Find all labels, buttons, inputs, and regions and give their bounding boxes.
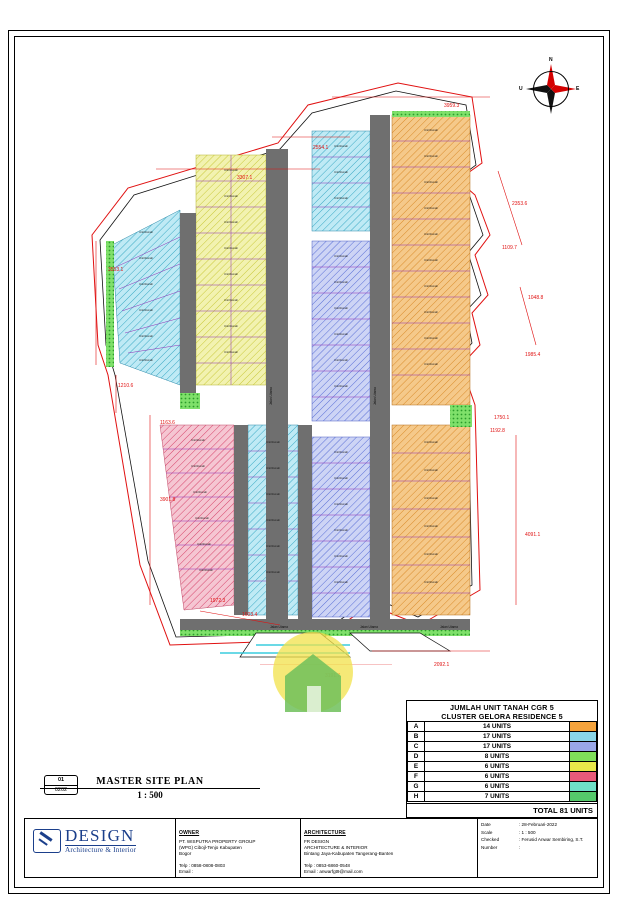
legend-row-key: G (408, 782, 425, 792)
dimension-label: 1210.6 (118, 383, 134, 389)
svg-text:Unit Rumah: Unit Rumah (424, 285, 438, 288)
dimension-label: 2353.6 (512, 201, 528, 207)
legend-row (408, 732, 597, 742)
svg-text:Unit Rumah: Unit Rumah (266, 441, 280, 444)
legend-row-swatch (570, 722, 597, 732)
svg-text:Unit Rumah: Unit Rumah (424, 497, 438, 500)
svg-text:Unit Rumah: Unit Rumah (424, 155, 438, 158)
meta-label: Checked (481, 837, 500, 842)
meta-label: Number (481, 844, 498, 850)
svg-text:Unit Rumah: Unit Rumah (139, 231, 153, 234)
svg-text:Unit Rumah: Unit Rumah (424, 469, 438, 472)
legend-row-key: B (408, 732, 425, 742)
svg-text:Unit Rumah: Unit Rumah (224, 299, 238, 302)
svg-text:Unit Rumah: Unit Rumah (139, 335, 153, 338)
meta-row (481, 836, 594, 844)
svg-text:Unit Rumah: Unit Rumah (424, 363, 438, 366)
legend-row-value: 8 UNITS (425, 752, 570, 762)
meta-value: : (519, 844, 521, 850)
meta-value: : 28-Februari-2022 (519, 822, 558, 827)
legend-row-value: 6 UNITS (425, 762, 570, 772)
svg-text:Unit Rumah: Unit Rumah (199, 569, 213, 572)
svg-text:Unit Rumah: Unit Rumah (139, 359, 153, 362)
legend-row-value: 6 UNITS (425, 772, 570, 782)
meta-details (481, 821, 594, 851)
svg-text:Unit Rumah: Unit Rumah (224, 195, 238, 198)
legend-row-key: C (408, 742, 425, 752)
compass-label-north: N (549, 57, 553, 63)
svg-text:Unit Rumah: Unit Rumah (266, 571, 280, 574)
dimension-label: 1109.7 (502, 245, 517, 251)
site-plan-vector (20, 45, 580, 665)
svg-text:Unit Rumah: Unit Rumah (424, 581, 438, 584)
svg-text:Unit Rumah: Unit Rumah (224, 325, 238, 328)
svg-text:Unit Rumah: Unit Rumah (334, 359, 348, 362)
owner-line: Email : (179, 869, 194, 874)
svg-text:Unit Rumah: Unit Rumah (334, 145, 348, 148)
dimension-label: 3553.1 (108, 267, 124, 273)
svg-text:Unit Rumah: Unit Rumah (334, 477, 348, 480)
svg-text:Unit Rumah: Unit Rumah (334, 255, 348, 258)
legend-row-swatch (570, 772, 597, 782)
owner-line: PT. WISPUTRA PROPERTY GROUP (179, 839, 256, 844)
svg-text:Unit Rumah: Unit Rumah (424, 525, 438, 528)
svg-text:Unit Rumah: Unit Rumah (191, 465, 205, 468)
svg-text:Unit Rumah: Unit Rumah (334, 503, 348, 506)
legend-title-line1: JUMLAH UNIT TANAH CGR 5 (450, 703, 554, 712)
svg-text:Jalan Utama: Jalan Utama (440, 625, 458, 629)
svg-text:Unit Rumah: Unit Rumah (424, 181, 438, 184)
dimension-label: 4091.1 (525, 532, 541, 538)
detail-sheet: 0202 (54, 787, 68, 793)
legend-row-swatch (570, 732, 597, 742)
svg-text:Jalan Utama: Jalan Utama (270, 625, 288, 629)
dimension-label: 2092.1 (434, 662, 450, 668)
svg-text:Unit Rumah: Unit Rumah (224, 169, 238, 172)
legend-row-swatch (570, 742, 597, 752)
svg-text:Unit Rumah: Unit Rumah (424, 553, 438, 556)
architecture-line: Email : anwarfgt9@mail.com (304, 869, 363, 874)
dimension-label: 1603.4 (242, 612, 258, 618)
svg-text:Unit Rumah: Unit Rumah (193, 491, 207, 494)
architecture-details (304, 839, 474, 875)
meta-label: Scale (481, 829, 493, 835)
svg-text:Unit Rumah: Unit Rumah (334, 197, 348, 200)
svg-text:Unit Rumah: Unit Rumah (197, 543, 211, 546)
legend-row-swatch (570, 782, 597, 792)
legend-row (408, 752, 597, 762)
meta-row (481, 821, 594, 829)
title-block-meta (478, 819, 597, 877)
owner-line: Telp : 0858-0808-0803 (179, 863, 225, 868)
legend-row-swatch (570, 762, 597, 772)
title-block-logo (25, 819, 176, 877)
svg-text:Unit Rumah: Unit Rumah (195, 517, 209, 520)
svg-text:Unit Rumah: Unit Rumah (224, 247, 238, 250)
owner-line: Bogor (179, 851, 192, 856)
dimension-label: 1192.8 (490, 428, 505, 434)
svg-text:Unit Rumah: Unit Rumah (266, 467, 280, 470)
svg-text:Unit Rumah: Unit Rumah (224, 351, 238, 354)
svg-text:Jalan Utama: Jalan Utama (360, 625, 378, 629)
owner-caption: OWNER (179, 830, 200, 836)
compass-label-east: E (576, 86, 580, 92)
svg-text:Unit Rumah: Unit Rumah (334, 307, 348, 310)
svg-text:Unit Rumah: Unit Rumah (334, 451, 348, 454)
svg-text:Unit Rumah: Unit Rumah (334, 555, 348, 558)
legend-row-swatch (570, 752, 597, 762)
title-block (24, 818, 598, 878)
dimension-label: 3901.8 (160, 497, 176, 503)
svg-text:Unit Rumah: Unit Rumah (191, 439, 205, 442)
svg-text:Jalan Utama: Jalan Utama (373, 387, 377, 405)
svg-text:Unit Rumah: Unit Rumah (139, 309, 153, 312)
legend-row-value: 17 UNITS (425, 732, 570, 742)
meta-value: : Ferusid Anwar Sembiring, S.T. (519, 837, 584, 842)
design-logo-icon (33, 829, 61, 853)
svg-text:Unit Rumah: Unit Rumah (334, 333, 348, 336)
owner-line: (WPG) Cibojl-Tenjo Kabupaten (179, 845, 242, 850)
unit-count-legend (406, 700, 598, 818)
legend-row-value: 14 UNITS (425, 722, 570, 732)
legend-total: TOTAL 81 UNITS (407, 804, 597, 818)
dimension-label: 1985.4 (525, 352, 541, 358)
svg-text:Unit Rumah: Unit Rumah (266, 545, 280, 548)
brand-name: DESIGN (65, 826, 135, 845)
legend-title-line2: CLUSTER GELORA RESIDENCE 5 (441, 712, 563, 721)
svg-text:Unit Rumah: Unit Rumah (424, 233, 438, 236)
architecture-line: ARCHITECTURE & INTERIOR (304, 845, 368, 850)
legend-row-value: 7 UNITS (425, 792, 570, 802)
svg-text:Unit Rumah: Unit Rumah (266, 493, 280, 496)
meta-row (481, 829, 594, 837)
architecture-line: FR DESIGN (304, 839, 330, 844)
brand-tagline: Architecture & Interior (65, 846, 137, 854)
compass-label-west: U (519, 86, 523, 92)
svg-text:Unit Rumah: Unit Rumah (139, 257, 153, 260)
title-block-architecture (301, 819, 478, 877)
svg-text:Unit Rumah: Unit Rumah (424, 337, 438, 340)
watermark-logo (255, 620, 375, 730)
dimension-label: 1972.3 (210, 598, 226, 604)
legend-row-key: A (408, 722, 425, 732)
meta-label: Date (481, 822, 491, 827)
svg-text:Unit Rumah: Unit Rumah (424, 207, 438, 210)
legend-row-key: H (408, 792, 425, 802)
svg-text:Unit Rumah: Unit Rumah (334, 529, 348, 532)
legend-row-key: D (408, 752, 425, 762)
dimension-label: 2554.1 (313, 145, 329, 151)
svg-text:Unit Rumah: Unit Rumah (224, 221, 238, 224)
legend-row-key: F (408, 772, 425, 782)
svg-text:Unit Rumah: Unit Rumah (334, 281, 348, 284)
owner-details (179, 839, 297, 875)
detail-number: 01 (45, 776, 77, 786)
site-plan-drawing (20, 45, 580, 668)
architecture-line: Bintang Jaya-Kabupaten Tangerang-Banten (304, 851, 394, 856)
svg-text:Unit Rumah: Unit Rumah (424, 129, 438, 132)
svg-text:Unit Rumah: Unit Rumah (334, 171, 348, 174)
architecture-line: Telp : 0853-6860-0548 (304, 863, 350, 868)
svg-text:Unit Rumah: Unit Rumah (424, 311, 438, 314)
legend-row (408, 742, 597, 752)
legend-row-swatch (570, 792, 597, 802)
title-block-owner (176, 819, 301, 877)
architecture-caption: ARCHITECTURE (304, 830, 346, 836)
plan-scale: 1 : 500 (137, 790, 163, 800)
svg-text:Unit Rumah: Unit Rumah (334, 385, 348, 388)
legend-table (407, 721, 597, 802)
legend-row (408, 792, 597, 802)
dimension-label: 3959.3 (444, 103, 460, 109)
legend-row-key: E (408, 762, 425, 772)
legend-row-value: 6 UNITS (425, 782, 570, 792)
svg-text:Jalan Utama: Jalan Utama (269, 387, 273, 405)
plan-title-group (40, 776, 260, 800)
legend-row-value: 17 UNITS (425, 742, 570, 752)
legend-row (408, 772, 597, 782)
svg-text:Unit Rumah: Unit Rumah (424, 441, 438, 444)
page-title: MASTER SITE PLAN (96, 776, 204, 787)
meta-value: : 1 : 500 (519, 829, 536, 835)
meta-row (481, 844, 594, 852)
svg-text:Unit Rumah: Unit Rumah (139, 283, 153, 286)
svg-text:Unit Rumah: Unit Rumah (266, 519, 280, 522)
legend-row (408, 782, 597, 792)
dimension-label: 1750.1 (494, 415, 510, 421)
svg-text:Unit Rumah: Unit Rumah (224, 273, 238, 276)
legend-row (408, 722, 597, 732)
dimension-label: 1163.6 (160, 420, 175, 426)
dimension-label: 1048.8 (528, 295, 544, 301)
svg-text:Unit Rumah: Unit Rumah (424, 259, 438, 262)
dimension-label: 3307.1 (237, 175, 253, 181)
legend-row (408, 762, 597, 772)
svg-text:Unit Rumah: Unit Rumah (334, 581, 348, 584)
